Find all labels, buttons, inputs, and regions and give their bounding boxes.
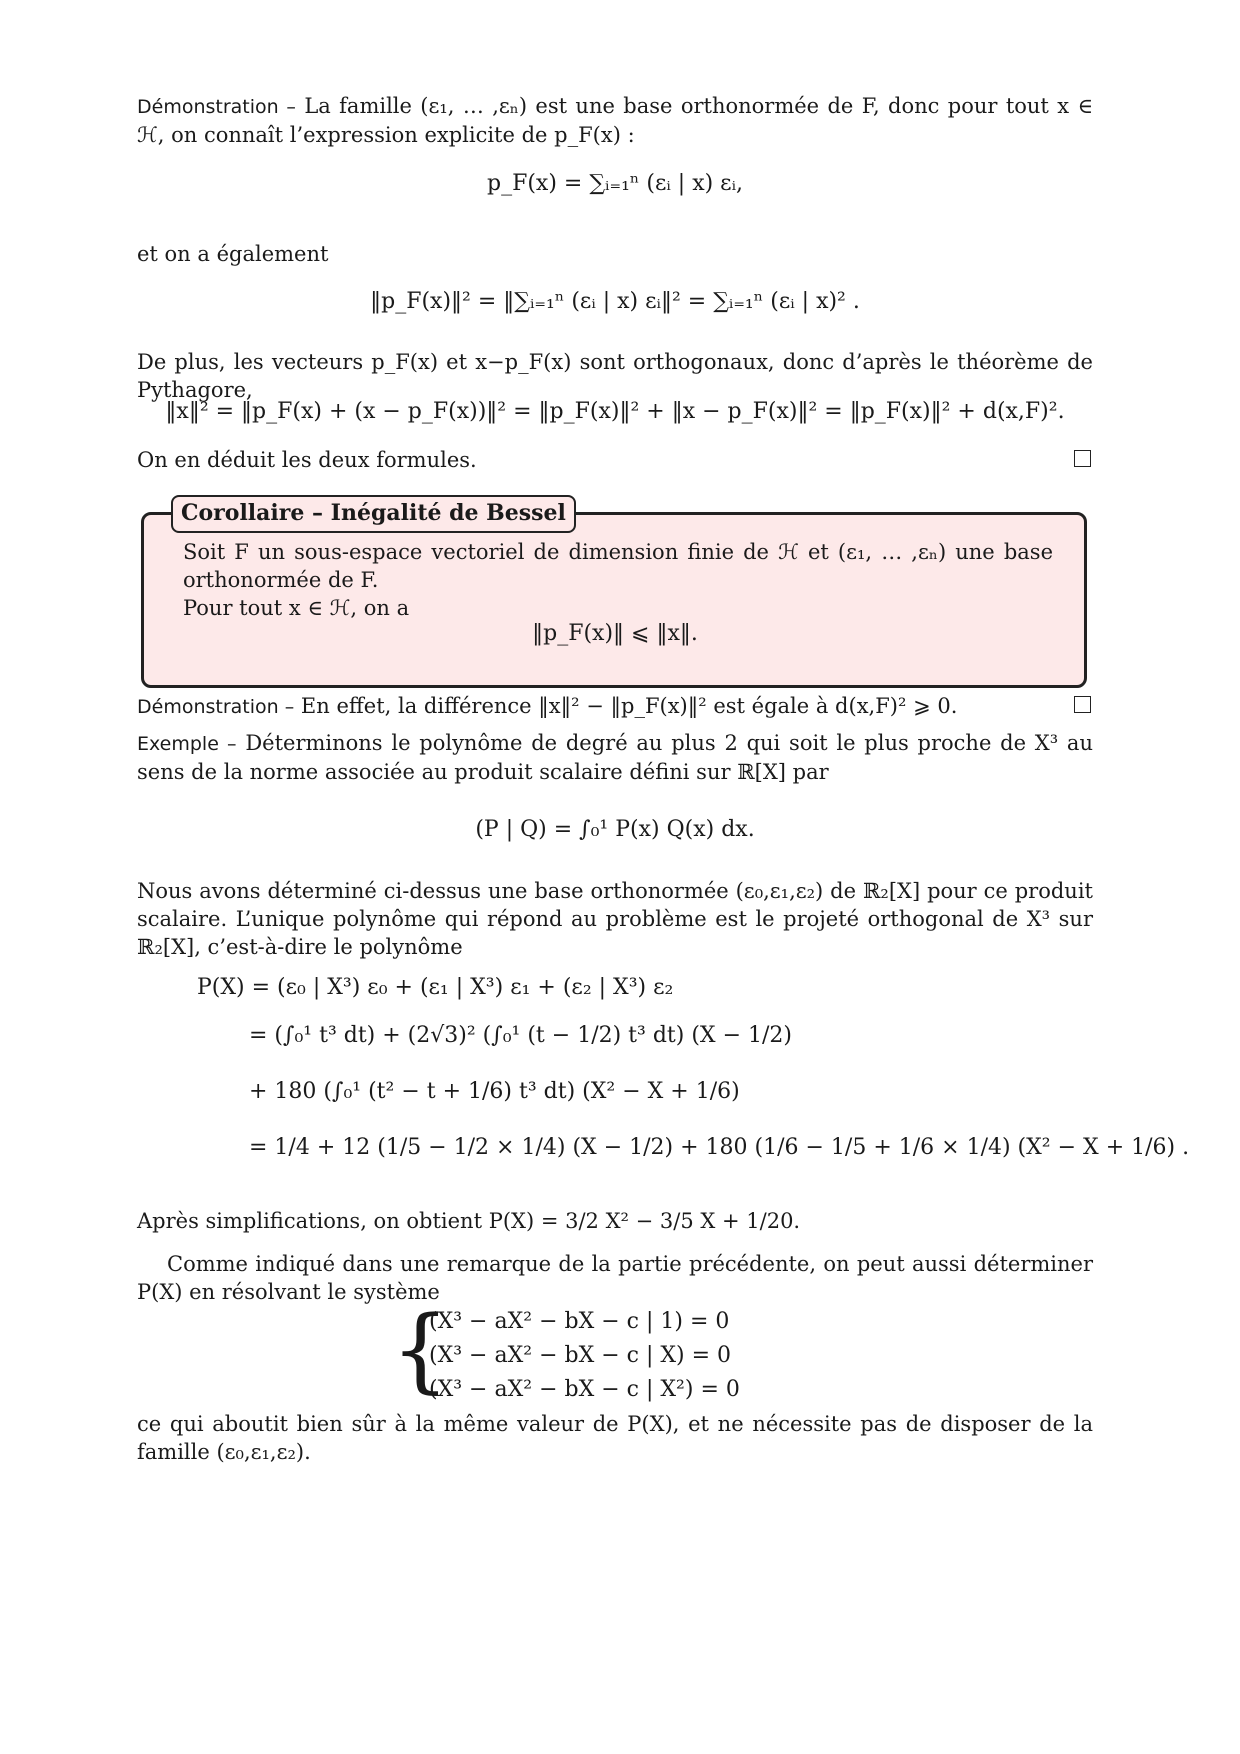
calc-line-1: P(X) = (ε₀ | X³) ε₀ + (ε₁ | X³) ε₁ + (ε₂ | X³) ε₂ bbox=[197, 975, 674, 1000]
demo1-label: Démonstration – bbox=[137, 96, 296, 118]
system-brace: { bbox=[391, 1296, 450, 1403]
demo1-text3: De plus, les vecteurs p_F(x) et x−p_F(x) sont orthogonaux, donc d’après le théorème de Pythagore, bbox=[137, 350, 1093, 402]
equation-norm-projection: ‖p_F(x)‖² = ‖∑ᵢ₌₁ⁿ (εᵢ | x) εᵢ‖² = ∑ᵢ₌₁ⁿ (εᵢ | x)² . bbox=[370, 289, 860, 314]
corollary-title: Corollaire – Inégalité de Bessel bbox=[171, 495, 576, 533]
qed-square-icon bbox=[1074, 450, 1091, 467]
demo1-text1: La famille (ε₁, … ,εₙ) est une base orthonormée de F, donc pour tout x ∈ ℋ, on connaît l’expression explicite de p_F(x) : bbox=[137, 94, 1093, 147]
system-line-3: (X³ − aX² − bX − c | X²) = 0 bbox=[429, 1377, 740, 1402]
demo1-text2: et on a également bbox=[137, 242, 329, 266]
corollary-text2: Pour tout x ∈ ℋ, on a bbox=[183, 596, 410, 620]
demo2-label: Démonstration – bbox=[137, 696, 295, 718]
example-text1: Déterminons le polynôme de degré au plus 2 qui soit le plus proche de X³ au sens de la norme associée au produit scalaire défini sur ℝ[X] par bbox=[137, 731, 1093, 784]
system-line-2: (X³ − aX² − bX − c | X) = 0 bbox=[429, 1343, 732, 1368]
corollary-equation: ‖p_F(x)‖ ⩽ ‖x‖. bbox=[532, 621, 698, 646]
calc-line-2: = (∫₀¹ t³ dt) + (2√3)² (∫₀¹ (t − 1/2) t³ dt) (X − 1/2) bbox=[249, 1023, 792, 1048]
corollary-text1: Soit F un sous-espace vectoriel de dimension finie de ℋ et (ε₁, … ,εₙ) une base orthonormée de F. bbox=[183, 540, 1053, 592]
example-text5: ce qui aboutit bien sûr à la même valeur de P(X), et ne nécessite pas de disposer de la famille (ε₀,ε₁,ε₂). bbox=[137, 1412, 1093, 1464]
calc-line-4: = 1/4 + 12 (1/5 − 1/2 × 1/4) (X − 1/2) + 180 (1/6 − 1/5 + 1/6 × 1/4) (X² − X + 1/6) . bbox=[249, 1135, 1190, 1160]
equation-scalar-product: (P | Q) = ∫₀¹ P(x) Q(x) dx. bbox=[475, 817, 755, 842]
system-line-1: (X³ − aX² − bX − c | 1) = 0 bbox=[429, 1309, 730, 1334]
example-paragraph bbox=[137, 729, 1093, 786]
demo2-paragraph bbox=[137, 692, 1093, 721]
example-label: Exemple – bbox=[137, 733, 237, 755]
demo1-text4: On en déduit les deux formules. bbox=[137, 448, 477, 472]
example-text3: Après simplifications, on obtient P(X) = 3/2 X² − 3/5 X + 1/20. bbox=[137, 1209, 801, 1233]
demo1-paragraph bbox=[137, 92, 1093, 149]
example-text2: Nous avons déterminé ci-dessus une base orthonormée (ε₀,ε₁,ε₂) de ℝ₂[X] pour ce produit scalaire. L’unique polynôme qui répond au problème est le projeté orthogonal de X³ sur ℝ₂[X], c’est-à-dire le polynôme bbox=[137, 879, 1093, 959]
calc-line-3: + 180 (∫₀¹ (t² − t + 1/6) t³ dt) (X² − X + 1/6) bbox=[249, 1079, 740, 1104]
qed-square-icon bbox=[1074, 696, 1091, 713]
example-text4: Comme indiqué dans une remarque de la partie précédente, on peut aussi déterminer P(X) en résolvant le système bbox=[137, 1252, 1093, 1304]
demo2-text: En effet, la différence ‖x‖² − ‖p_F(x)‖² est égale à d(x,F)² ⩾ 0. bbox=[300, 694, 958, 718]
equation-projection: p_F(x) = ∑ᵢ₌₁ⁿ (εᵢ | x) εᵢ, bbox=[486, 171, 744, 196]
equation-pythagore: ‖x‖² = ‖p_F(x) + (x − p_F(x))‖² = ‖p_F(x)‖² + ‖x − p_F(x)‖² = ‖p_F(x)‖² + d(x,F)². bbox=[165, 399, 1065, 424]
